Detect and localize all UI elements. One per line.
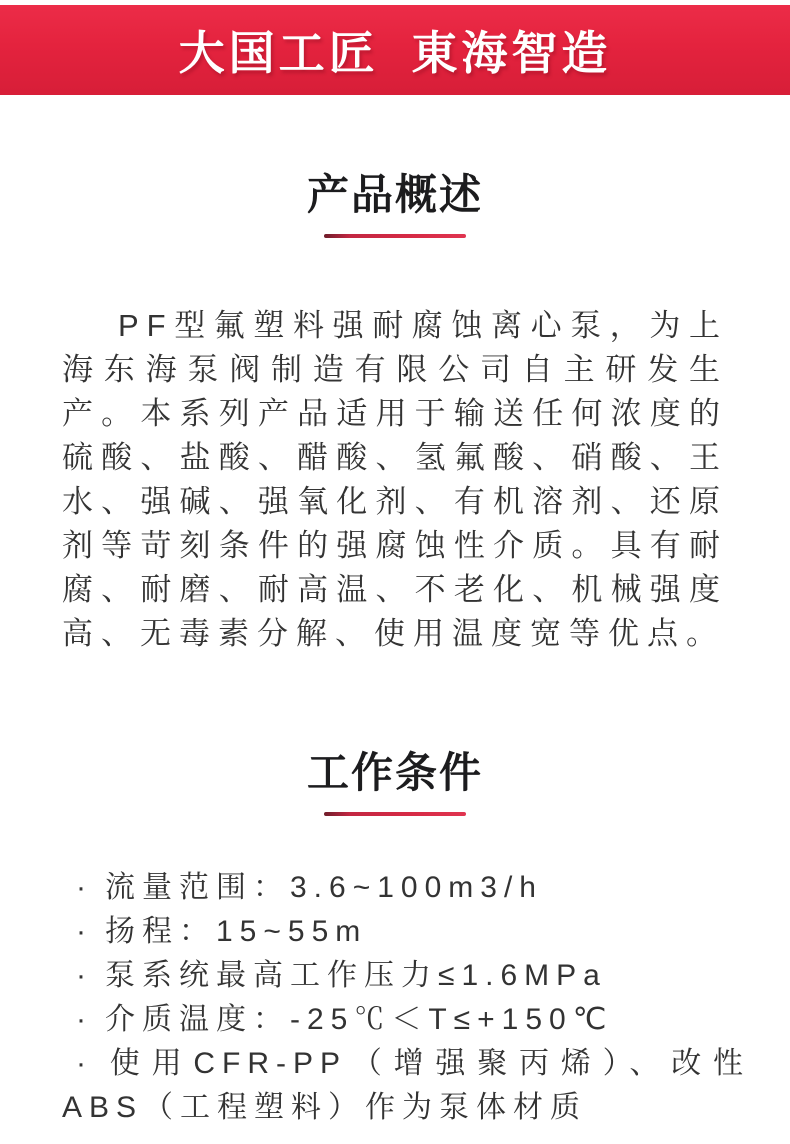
conditions-section-title: 工作条件 [306, 749, 483, 796]
bullet-dot: · [76, 1003, 93, 1036]
bullet-dot: · [76, 871, 93, 904]
bullet-dot: · [76, 915, 93, 948]
section-working-conditions [0, 746, 790, 1130]
condition-media-temperature: 介质温度：-25℃＜T≤+150℃ [105, 1003, 614, 1036]
condition-body-material: 使用CFR-PP（增强聚丙烯）、改性ABS（工程塑料）作为泵体材质 [62, 1047, 750, 1124]
list-item [62, 954, 750, 998]
banner-slogan: 大国工匠 東海智造 [178, 27, 612, 79]
section-product-overview [0, 168, 790, 656]
list-item [62, 998, 750, 1042]
list-item [62, 1042, 750, 1130]
overview-title-underline [324, 234, 466, 238]
bullet-dot: · [76, 959, 93, 992]
overview-section-title: 产品概述 [306, 171, 483, 218]
brand-banner [0, 5, 790, 95]
condition-flow-range: 流量范围：3.6~100m3/h [105, 871, 543, 904]
condition-head: 扬程：15~55m [105, 915, 368, 948]
overview-paragraph: PF型氟塑料强耐腐蚀离心泵，为上海东海泵阀制造有限公司自主研发生产。本系列产品适用于输送任何浓度的硫酸、盐酸、醋酸、氢氟酸、硝酸、王水、强碱、强氧化剂、有机溶剂、还原剂等苛刻条件的强腐蚀性介质。具有耐腐、耐磨、耐高温、不老化、机械强度高、无毒素分解、使用温度宽等优点。 [62, 308, 728, 651]
conditions-title-underline [324, 812, 466, 816]
bullet-dot: · [76, 1047, 93, 1080]
list-item [62, 910, 750, 954]
condition-max-pressure: 泵系统最高工作压力≤1.6MPa [105, 959, 607, 992]
list-item [62, 866, 750, 910]
conditions-list [62, 866, 750, 1130]
